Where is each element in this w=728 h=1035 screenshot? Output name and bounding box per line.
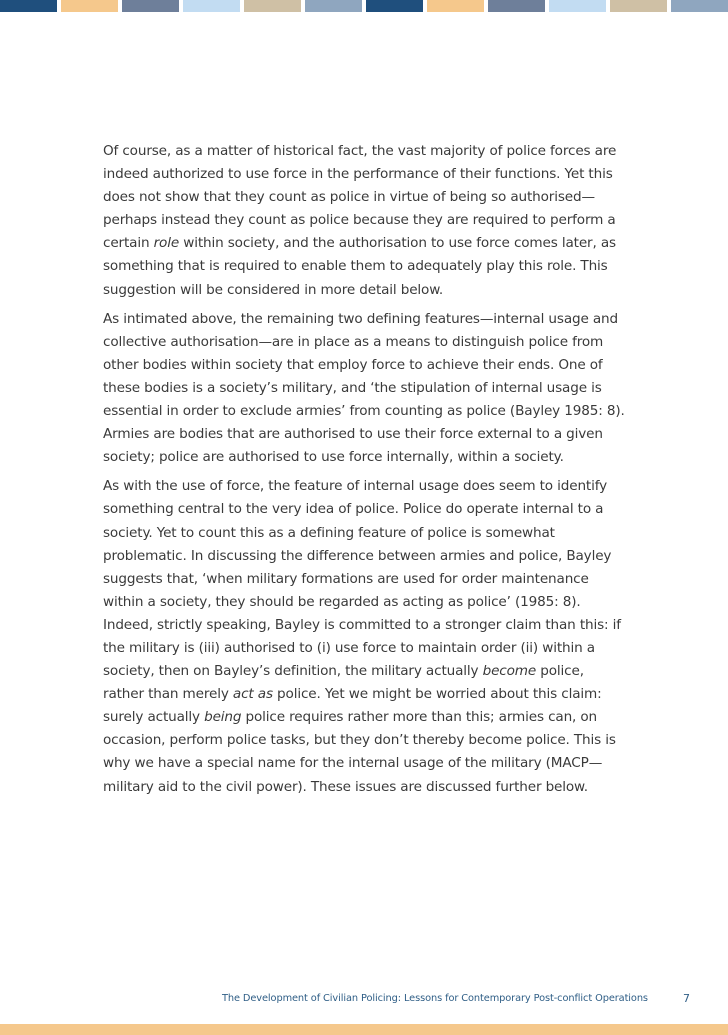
header-band-segment (122, 0, 179, 12)
header-band-segment (671, 0, 728, 12)
header-band-segment (183, 0, 240, 12)
header-band-segment (366, 0, 423, 12)
header-band-segment (61, 0, 118, 12)
footer-color-band (0, 1024, 728, 1035)
header-band-segment (427, 0, 484, 12)
header-band-segment (305, 0, 362, 12)
paragraph-3: As with the use of force, the feature of internal usage does seem to identify something central to the very idea of police. Police do operate internal to a society. Yet to count this as a defining feature of police is somewhat problematic. In discussing the difference between armies and police, Bayley suggests that, ‘when military formations are used for order maintenance within a society, they should be regarded as acting as police’ (1985: 8). Indeed, strictly speaking, Bayley is committed to a stronger claim than this: if the military is (iii) authorised to (i) use force to maintain order (ii) within a society, then on Bayley’s definition, the military actually become police, rather than merely act as police. Yet we might be worried about this claim: surely actually being police requires rather more than this; armies can, on occasion, perform police tasks, but they don’t thereby become police. This is why we have a special name for the internal usage of the military (MACP—military aid to the civil power). These issues are discussed further below. (103, 478, 621, 795)
header-band-segment (244, 0, 301, 12)
header-band-segment (610, 0, 667, 12)
header-color-band (0, 0, 728, 12)
paragraph-1: Of course, as a matter of historical fact, the vast majority of police forces are indeed authorized to use force in the performance of their functions. Yet this does not show that they count as police in virtue of being so authorised—perhaps instead they count as police because they are required to perform a certain role within society, and the authorisation to use force comes later, as something that is required to enable them to adequately play this role. This suggestion will be considered in more detail below. (103, 143, 617, 298)
header-band-segment (488, 0, 545, 12)
footer-title: The Development of Civilian Policing: Lessons for Contemporary Post-conflict Operations (222, 993, 648, 1004)
header-band-segment (0, 0, 57, 12)
body-text (103, 140, 628, 805)
header-band-segment (549, 0, 606, 12)
page-number: 7 (683, 992, 690, 1005)
paragraph-2: As intimated above, the remaining two defining features—internal usage and collective authorisation—are in place as a means to distinguish police from other bodies within society that employ force to achieve their ends. One of these bodies is a society’s military, and ‘the stipulation of internal usage is essential in order to exclude armies’ from counting as police (Bayley 1985: 8). Armies are bodies that are authorised to use their force external to a given society; police are authorised to use force internally, within a society. (103, 310, 625, 466)
